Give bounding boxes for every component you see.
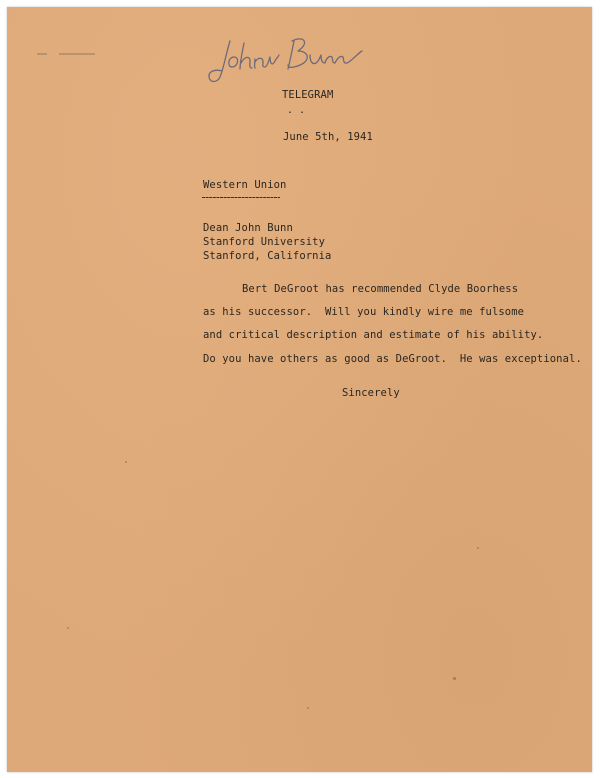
address-line-city: Stanford, California <box>203 250 332 262</box>
telegram-page <box>7 7 592 772</box>
carrier-name: Western Union <box>203 179 287 191</box>
handwritten-signature <box>202 29 372 89</box>
body-line-2: as his successor. Will you kindly wire me fulsome <box>203 306 525 318</box>
body-line-3: and critical description and estimate of his ability. <box>203 329 544 341</box>
pencil-dash-mark <box>37 53 95 55</box>
closing-sincerely: Sincerely <box>342 387 400 399</box>
body-line-1: Bert DeGroot has recommended Clyde Boorhess <box>242 283 519 295</box>
address-line-institution: Stanford University <box>203 236 326 248</box>
telegram-label: TELEGRAM <box>282 89 334 101</box>
body-line-4: Do you have others as good as DeGroot. He was exceptional. <box>203 353 582 365</box>
typed-dots: . . <box>287 105 306 116</box>
letter-date: June 5th, 1941 <box>283 131 373 143</box>
carrier-underline <box>202 196 280 199</box>
address-line-name: Dean John Bunn <box>203 222 293 234</box>
